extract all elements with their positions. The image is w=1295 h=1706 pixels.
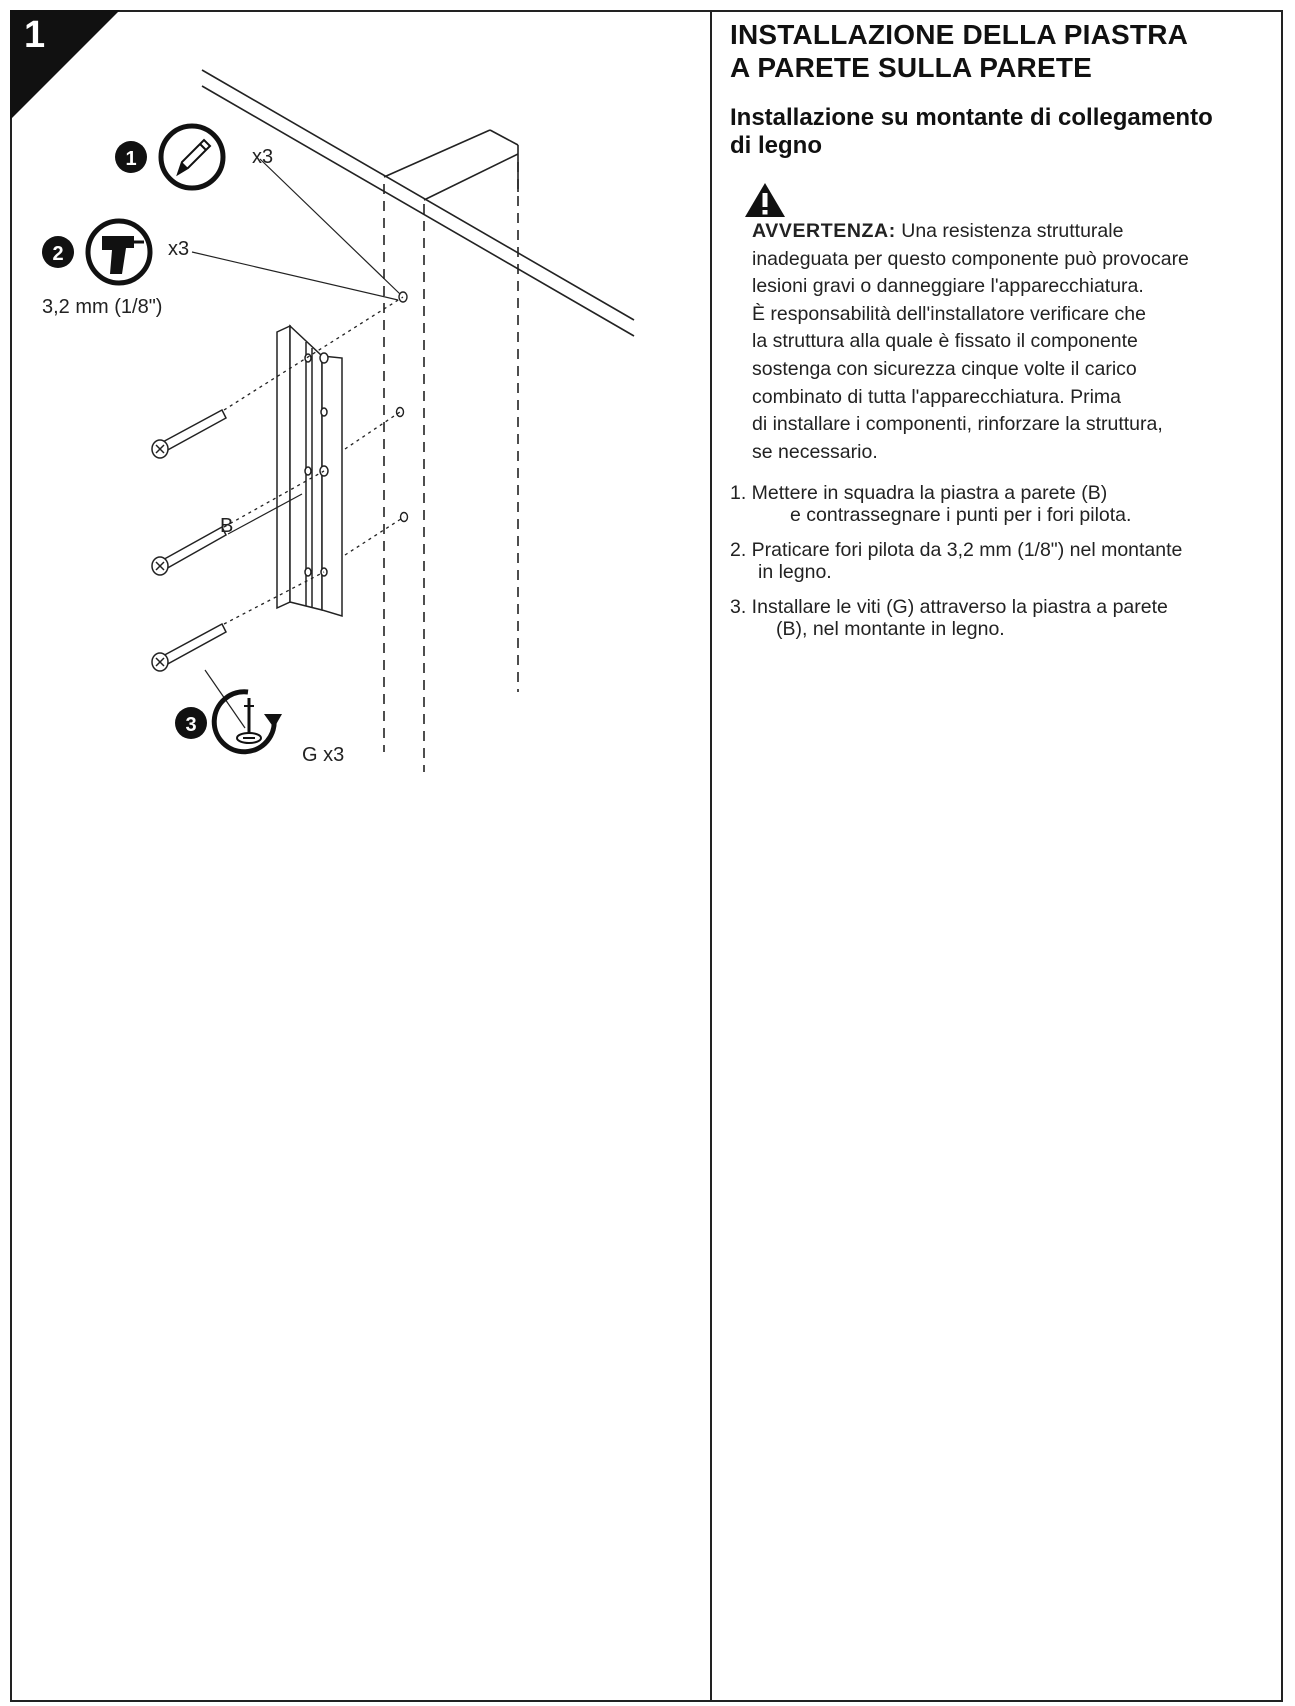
section-title [730,18,1278,84]
screw [152,527,226,575]
column-divider [710,10,712,1702]
warning-first-line: Una resistenza strutturale [895,220,1124,242]
section-subtitle-line: di legno [730,132,822,159]
section-subtitle-line: Installazione su montante di collegamento [730,104,1213,131]
warning-line: combinato di tutta l'apparecchiatura. Prima [752,385,1121,408]
section-title-line: INSTALLAZIONE DELLA PIASTRA [730,19,1189,50]
warning-line: di installare i componenti, rinforzare la struttura, [752,413,1163,436]
warning-line: inadeguata per questo componente può provocare [752,247,1189,270]
screw [152,624,226,671]
pilot-hole [397,408,404,417]
warning-line [752,218,1278,246]
instruction-step-line: in legno. [758,561,832,584]
step-number: 1 [24,14,46,56]
marker-3-number: 3 [185,714,197,736]
instruction-steps [730,482,1278,640]
marker-1-count: x3 [252,146,274,168]
warning-triangle-icon [744,182,786,218]
marker-1-number: 1 [125,148,137,170]
instruction-step [730,539,1278,583]
warning-line: la struttura alla quale è fissato il componente [752,330,1138,353]
screwdriver-rotate-icon [214,692,282,752]
instruction-step-line: 1. Mettere in squadra la piastra a parete (B) [730,482,1108,505]
warning-label: AVVERTENZA: [752,220,896,242]
marker-3-count: G x3 [302,744,345,766]
wall-plate-label: B [220,515,234,537]
pencil-icon [161,126,223,188]
installation-illustration [12,12,708,832]
section-subtitle [730,104,1278,160]
instruction-step-line: 3. Installare le viti (G) attraverso la piastra a parete [730,596,1168,619]
wall-plate [277,326,342,616]
instruction-step-line: e contrassegnare i punti per i fori pilota. [790,504,1132,527]
warning-line: È responsabilità dell'installatore verificare che [752,302,1146,325]
marker-2-count: x3 [168,238,190,260]
marker-2-number: 2 [52,243,64,265]
warning-text [752,218,1278,466]
instruction-step-line: 2. Praticare fori pilota da 3,2 mm (1/8") nel montante [730,539,1183,562]
instruction-step [730,596,1278,640]
instruction-step-line: (B), nel montante in legno. [776,618,1005,641]
instruction-step [730,482,1278,526]
warning-line: sostenga con sicurezza cinque volte il carico [752,357,1137,380]
screw [152,410,226,458]
section-title-line: A PARETE SULLA PARETE [730,52,1092,83]
warning-line: lesioni gravi o danneggiare l'apparecchiatura. [752,275,1144,298]
drill-icon [88,221,150,283]
warning-line: se necessario. [752,440,878,463]
instructions-column [730,18,1278,653]
drill-bit-size: 3,2 mm (1/8") [42,296,163,318]
